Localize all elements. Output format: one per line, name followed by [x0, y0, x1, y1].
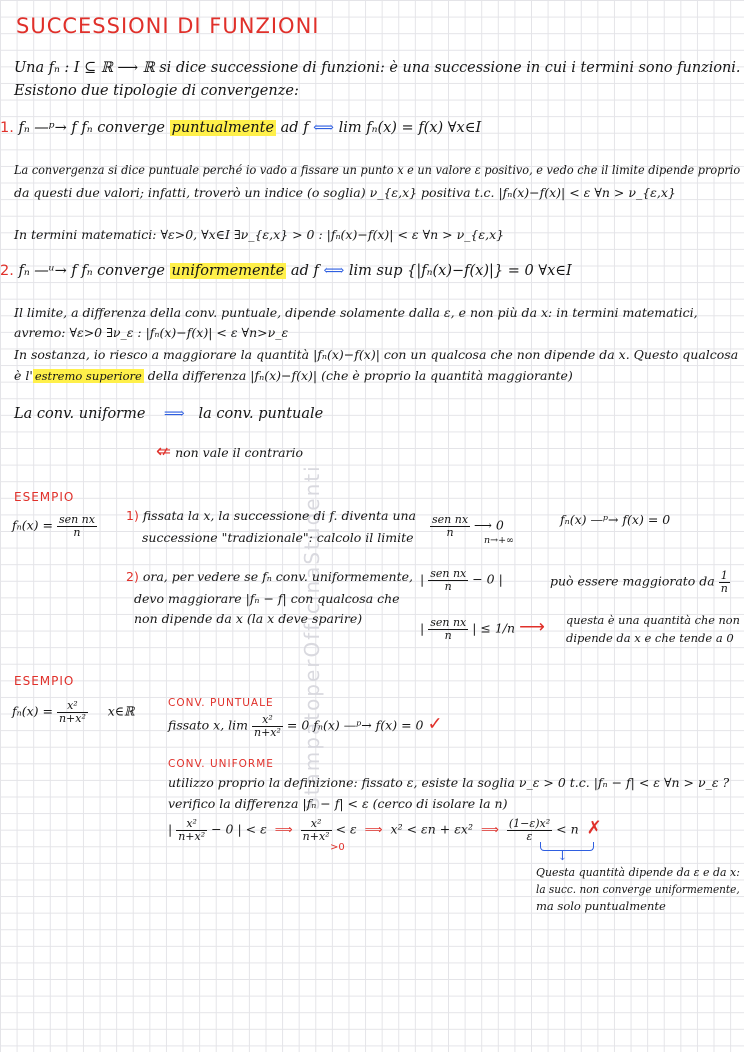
converse-text: non vale il contrario	[175, 445, 304, 460]
denominator: n	[73, 525, 81, 539]
numerator: sen nx	[430, 616, 467, 629]
text-part: è l'	[14, 368, 33, 383]
section-puntuale-heading	[0, 120, 481, 137]
bound-arrow: ⟶	[519, 616, 545, 638]
fraction	[301, 818, 332, 842]
bound-note-2-line-2: dipende da x e che tende a 0	[566, 631, 734, 645]
function-lhs: fₙ(x) =	[12, 703, 53, 719]
abs-bar: |	[420, 571, 425, 587]
expression-tail: < n	[556, 821, 579, 837]
highlight-estremo-superiore: estremo superiore	[34, 369, 142, 383]
step-1-line-2: successione "tradizionale": calcolo il limite	[142, 530, 414, 545]
fraction	[176, 818, 207, 842]
puntuale-paragraph-2: da questi due valori; infatti, troverò un indice (o soglia) ν_{ε,x} positiva t.c. |fₙ(x)−f(x)| < ε ∀n > ν_{ε,x}	[14, 185, 676, 200]
expression-tail: | ≤ 1/n	[472, 620, 516, 636]
fraction	[430, 514, 470, 538]
implication-left: La conv. uniforme	[14, 406, 146, 422]
denominator: n+x²	[178, 829, 206, 843]
numerator: x²	[57, 700, 88, 713]
text-part: = 0 fₙ(x) —ᵖ→ f(x) = 0	[286, 717, 424, 733]
inequality-chain	[168, 818, 602, 842]
fraction	[428, 568, 468, 592]
denominator: ε	[526, 829, 533, 843]
step-2-line-3: non dipende da x (la x deve sparire)	[134, 611, 363, 626]
heading-part-b: ad f	[290, 263, 319, 279]
fraction	[507, 818, 552, 842]
text-part: fissato x, lim	[168, 717, 248, 733]
uniforme-paragraph-4	[14, 369, 573, 383]
fraction	[57, 700, 88, 724]
page-title: SUCCESSIONI DI FUNZIONI	[16, 14, 320, 38]
numerator: (1−ε)x²	[508, 817, 551, 830]
puntuale-paragraph-1: La convergenza si dice puntuale perché io vado a fissare un punto x e un valore ε positivo, e vedo che il limite dipende proprio	[14, 162, 741, 177]
down-arrow-icon: ↓	[557, 849, 568, 864]
implies-arrow: ⟹	[163, 406, 185, 422]
highlight-puntualmente: puntualmente	[171, 120, 275, 136]
heading-part-c: lim sup {|fₙ(x)−f(x)|} = 0 ∀x∈I	[348, 263, 572, 279]
fraction	[428, 617, 468, 641]
heading-part-a: fₙ —ᵖ→ f fₙ converge	[18, 120, 165, 136]
example-1-function	[12, 514, 97, 538]
expression: x² < εn + εx²	[390, 821, 473, 837]
implies-arrow: ⟹	[480, 821, 499, 837]
uniforme-paragraph-3: In sostanza, io riesco a maggiorare la quantità |fₙ(x)−f(x)| con un qualcosa che non dipende da x. Questo qualcosa	[14, 347, 739, 362]
example-2-function	[12, 700, 134, 724]
intro-line-1: Una fₙ : I ⊆ ℝ ⟶ ℝ si dice successione di funzioni: è una successione in cui i termini sono funzioni.	[14, 60, 741, 76]
numerator: x²	[176, 818, 207, 831]
note-text: può essere maggiorato da	[550, 573, 715, 589]
denominator: n	[446, 525, 454, 539]
limit-arrow: ⟶ 0	[474, 517, 504, 533]
abs-bar: |	[420, 620, 425, 636]
expression-tail: − 0 |	[472, 571, 503, 587]
section-number: 2.	[0, 263, 14, 279]
numerator: x²	[252, 714, 283, 727]
function-lhs: fₙ(x) =	[12, 517, 53, 533]
example-1-label: ESEMPIO	[14, 490, 75, 504]
dependence-note-line-3: ma solo puntualmente	[536, 899, 666, 913]
conv-uniforme-line-1: utilizzo proprio la definizione: fissato ε, esiste la soglia ν_ε > 0 t.c. |fₙ − f| < ε ∀n > ν_ε ?	[168, 775, 730, 790]
conv-uniforme-label: CONV. UNIFORME	[168, 758, 274, 770]
bound-expression-2	[420, 617, 545, 641]
highlight-uniformemente: uniformemente	[171, 263, 285, 279]
heading-part-a: fₙ —ᵘ→ f fₙ converge	[18, 263, 165, 279]
denominator: n+x²	[58, 711, 86, 725]
fraction	[719, 570, 730, 594]
positive-subscript: >0	[330, 842, 345, 853]
dependence-note-line-2: la succ. non converge uniformemente,	[536, 882, 740, 896]
step-text: fissata la x, la successione di f. diventa una	[142, 508, 416, 523]
step-2-line-1	[126, 570, 413, 584]
conv-puntuale-label: CONV. PUNTUALE	[168, 697, 274, 709]
fraction	[57, 514, 97, 538]
step-number: 2)	[126, 569, 139, 584]
converse-line	[156, 442, 303, 463]
numerator: x²	[301, 818, 332, 831]
denominator: n	[444, 628, 452, 642]
denominator: n	[720, 581, 728, 595]
numerator: 1	[719, 570, 730, 583]
iff-arrow: ⟺	[323, 263, 345, 279]
text-part: della differenza |fₙ(x)−f(x)| (che è proprio la quantità maggiorante)	[143, 368, 573, 383]
expression-tail: < ε	[335, 821, 357, 837]
bound-note-1	[550, 570, 730, 594]
bound-note-2-line-1: questa è una quantità che non	[566, 613, 740, 627]
example-2-label: ESEMPIO	[14, 674, 75, 688]
step-text: ora, per vedere se fₙ conv. uniformemente,	[142, 569, 414, 584]
denominator: n	[444, 579, 452, 593]
heading-part-c: lim fₙ(x) = f(x) ∀x∈I	[338, 120, 482, 136]
step-number: 1)	[126, 508, 139, 523]
bound-expression-1	[420, 568, 503, 592]
intro-line-2: Esistono due tipologie di convergenze:	[14, 83, 299, 99]
section-uniforme-heading	[0, 263, 572, 280]
conv-puntuale-line	[168, 714, 443, 738]
abs-bar: |	[168, 821, 173, 837]
denominator: n+x²	[302, 829, 330, 843]
puntuale-paragraph-3: In termini matematici: ∀ε>0, ∀x∈I ∃ν_{ε,x} > 0 : |fₙ(x)−f(x)| < ε ∀n > ν_{ε,x}	[14, 227, 505, 242]
implies-arrow: ⟹	[274, 821, 293, 837]
numerator: sen nx	[430, 567, 467, 580]
numerator: sen nx	[432, 513, 469, 526]
expression-tail: − 0 | < ε	[211, 821, 267, 837]
step-2-line-2: devo maggiorare |fₙ − f| con qualcosa che	[134, 591, 400, 606]
heading-part-b: ad f	[280, 120, 309, 136]
check-icon: ✓	[427, 713, 443, 735]
iff-arrow: ⟺	[313, 120, 334, 136]
fraction	[252, 714, 283, 738]
conv-uniforme-line-2: verifico la differenza |fₙ − f| < ε (cerco di isolare la n)	[168, 796, 508, 811]
watermark: StampatoperOfficinaStudenti	[300, 464, 324, 810]
cross-icon: ✗	[586, 817, 602, 839]
numerator: sen nx	[58, 513, 95, 526]
dependence-note-line-1: Questa quantità dipende da ε e da x:	[536, 865, 740, 879]
step-1-line-1	[126, 509, 416, 523]
uniforme-paragraph-2: avremo: ∀ε>0 ∃ν_ε : |fₙ(x)−f(x)| < ε ∀n>ν_ε	[14, 325, 289, 340]
implication-line	[14, 406, 323, 423]
function-domain: x∈ℝ	[107, 703, 135, 719]
section-number: 1.	[0, 120, 14, 136]
uniforme-paragraph-1: Il limite, a differenza della conv. puntuale, dipende solamente dalla ε, e non più da x: in termini matematici,	[14, 305, 698, 320]
limit-result: fₙ(x) —ᵖ→ f(x) = 0	[560, 512, 671, 527]
implication-right: la conv. puntuale	[198, 406, 324, 422]
limit-subscript: n→+∞	[484, 535, 514, 546]
implies-arrow: ⟹	[364, 821, 383, 837]
denominator: n+x²	[253, 725, 281, 739]
not-implies-arrow: ⇍	[156, 441, 172, 462]
